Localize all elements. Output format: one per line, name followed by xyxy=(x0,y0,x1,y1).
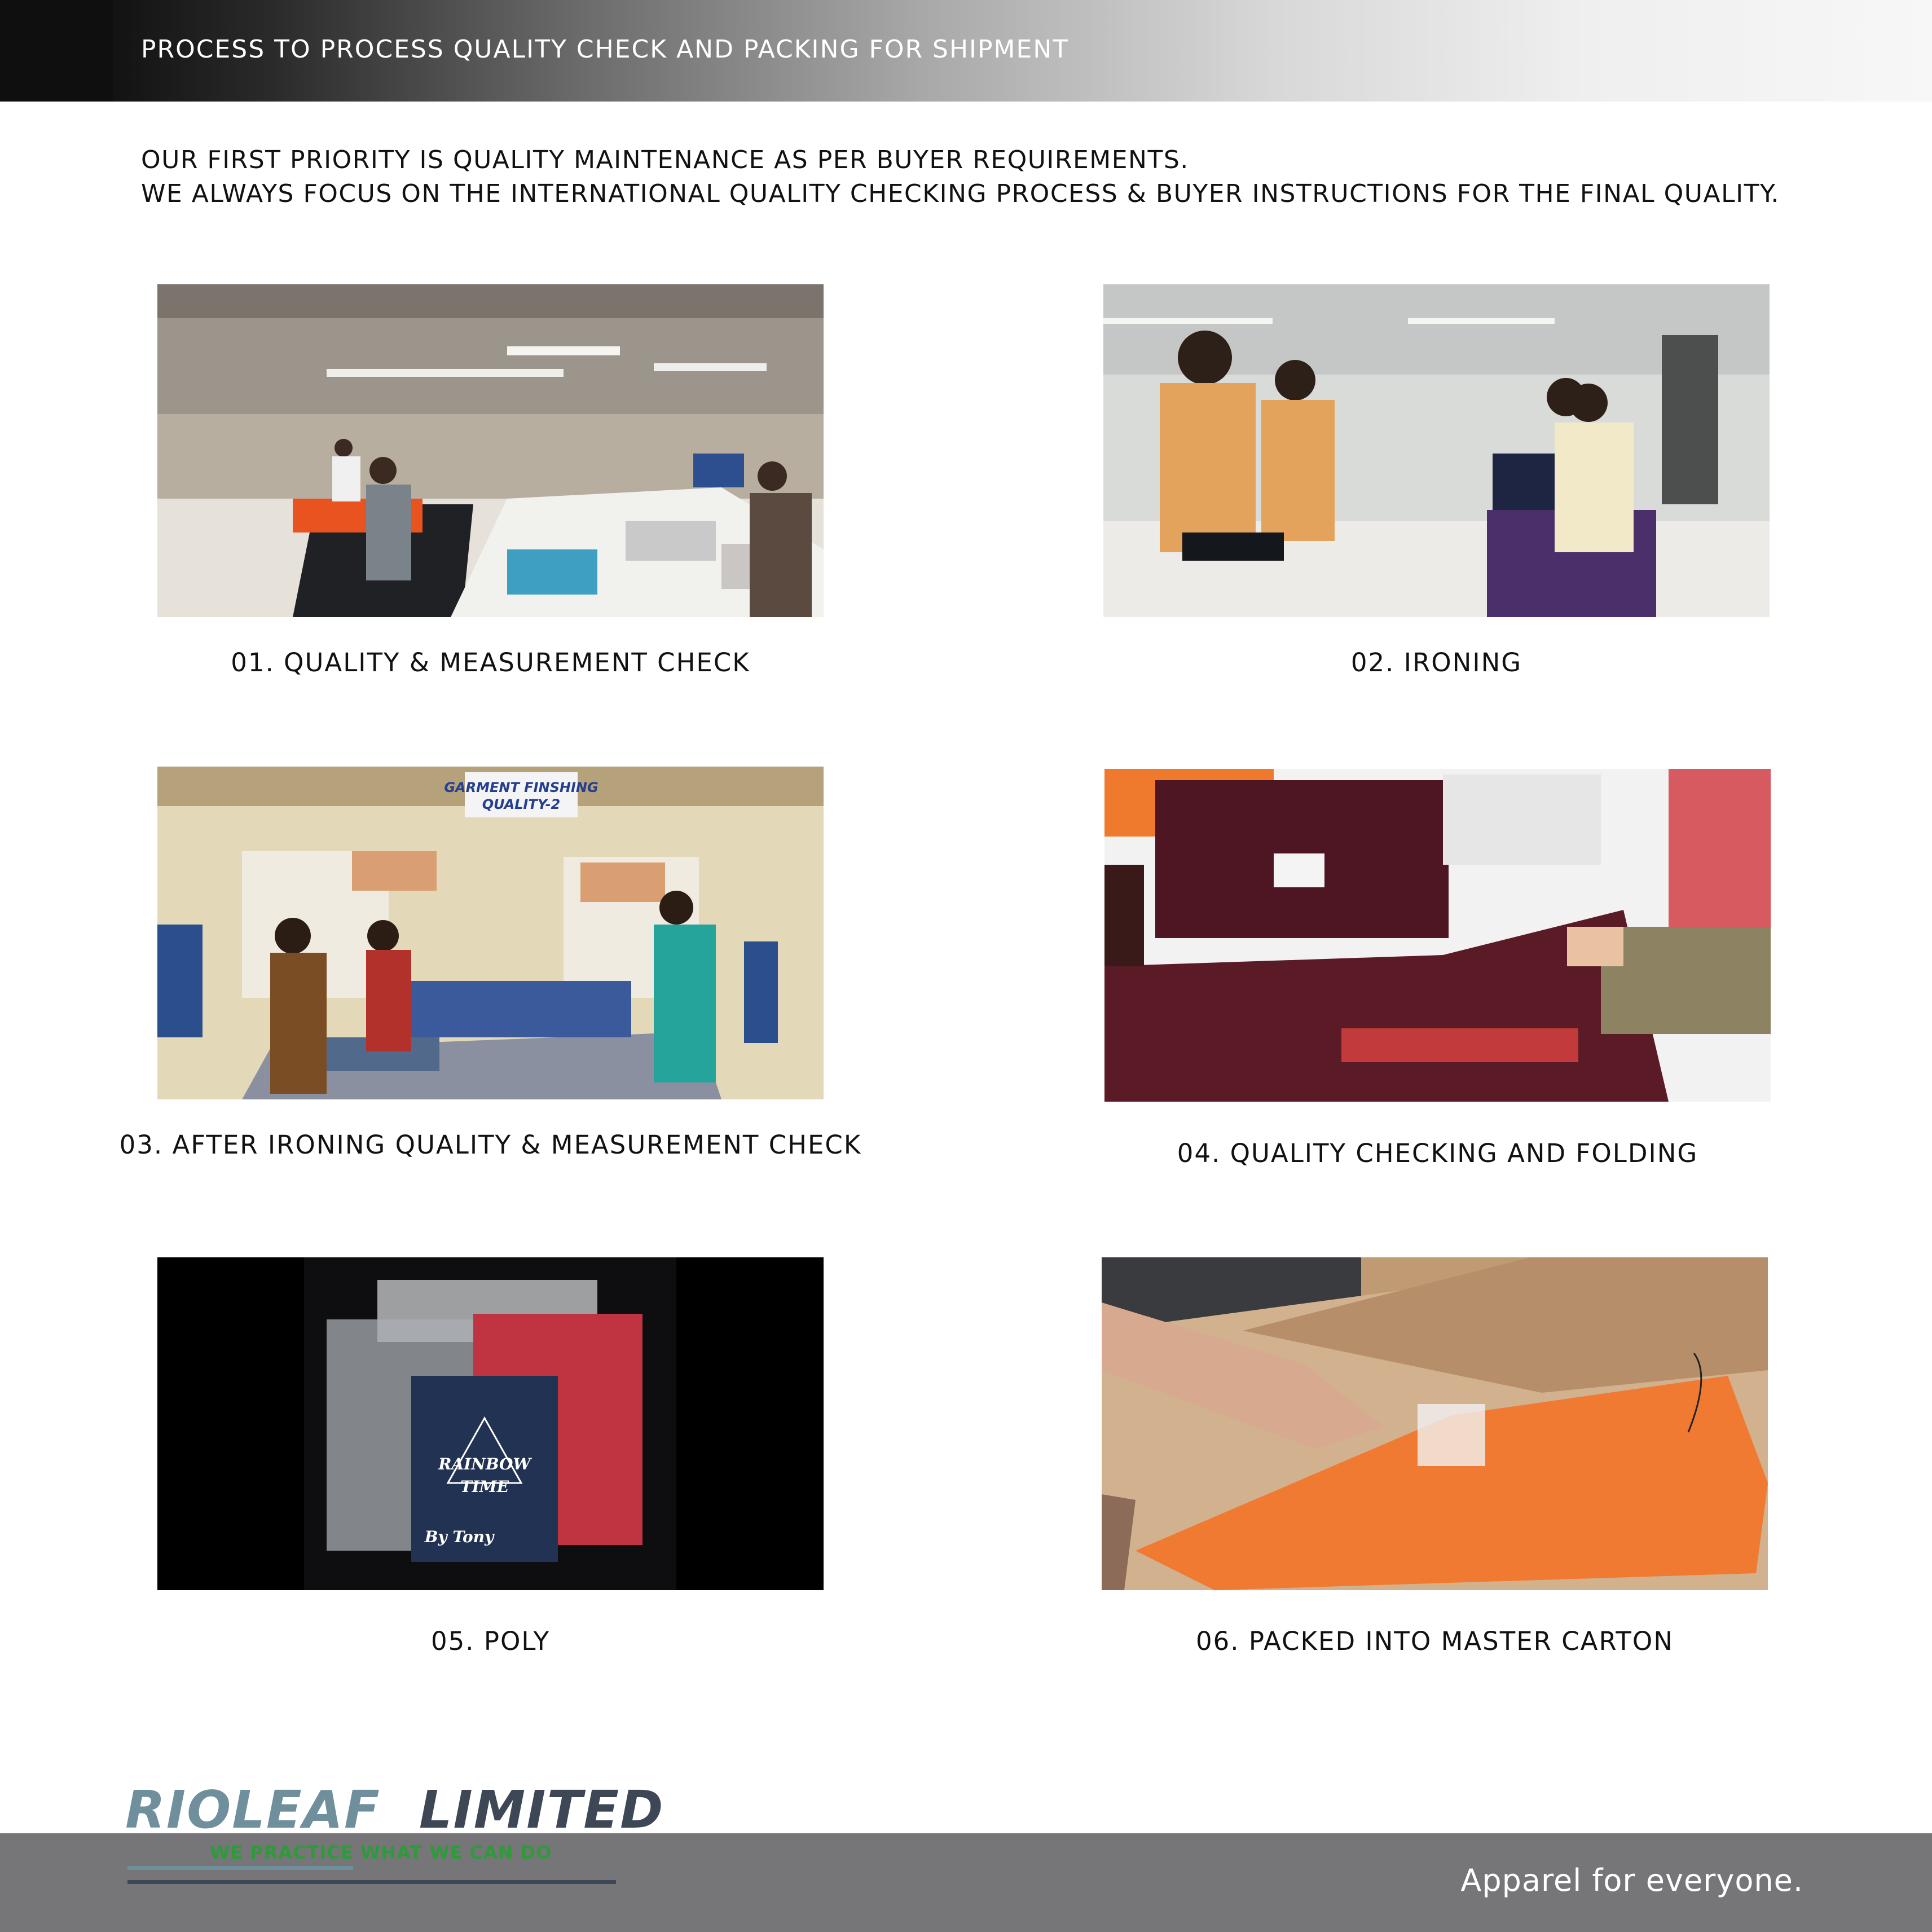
logo-name-part-1: RIOLEAF xyxy=(125,1780,381,1840)
photo-master-carton xyxy=(1102,1257,1768,1590)
photo-ironing xyxy=(1103,284,1770,617)
photo-after-ironing-check xyxy=(157,767,824,1099)
logo-name xyxy=(125,1780,664,1840)
photo-print-line-1: RAINBOW xyxy=(438,1455,531,1473)
caption-step-5: 05. POLY xyxy=(430,1626,550,1656)
page-title: PROCESS TO PROCESS QUALITY CHECK AND PACKING FOR SHIPMENT xyxy=(141,35,1070,64)
company-logo xyxy=(125,1780,664,1887)
logo-underline-long xyxy=(127,1880,616,1884)
caption-step-1: 01. QUALITY & MEASUREMENT CHECK xyxy=(231,648,750,677)
photo-checking-folding xyxy=(1104,769,1771,1102)
caption-step-3: 03. AFTER IRONING QUALITY & MEASUREMENT CHECK xyxy=(119,1130,862,1160)
intro-text xyxy=(141,143,1780,211)
photo-sign-line-1: GARMENT FINSHING xyxy=(444,780,598,795)
photo-print-line-3: By Tony xyxy=(424,1528,494,1546)
photo-sign-line-2: QUALITY-2 xyxy=(482,796,561,812)
logo-underline-short xyxy=(127,1866,353,1870)
intro-line-1: OUR FIRST PRIORITY IS QUALITY MAINTENANCE AS PER BUYER REQUIREMENTS. xyxy=(141,146,1189,174)
caption-step-6: 06. PACKED INTO MASTER CARTON xyxy=(1195,1626,1674,1656)
photo-poly xyxy=(157,1257,824,1590)
caption-step-2: 02. IRONING xyxy=(1350,648,1522,677)
footer-slogan: Apparel for everyone. xyxy=(1460,1863,1803,1898)
header-accent-block xyxy=(0,0,113,102)
photo-quality-measurement-check xyxy=(157,284,824,617)
logo-tagline: WE PRACTICE WHAT WE CAN DO xyxy=(210,1842,552,1863)
logo-name-part-2: LIMITED xyxy=(419,1780,664,1840)
photo-print-line-2: TIME xyxy=(460,1477,509,1496)
caption-step-4: 04. QUALITY CHECKING AND FOLDING xyxy=(1177,1138,1698,1168)
intro-line-2: WE ALWAYS FOCUS ON THE INTERNATIONAL QUALITY CHECKING PROCESS & BUYER INSTRUCTIONS FOR THE FINAL QUALITY. xyxy=(141,179,1780,208)
